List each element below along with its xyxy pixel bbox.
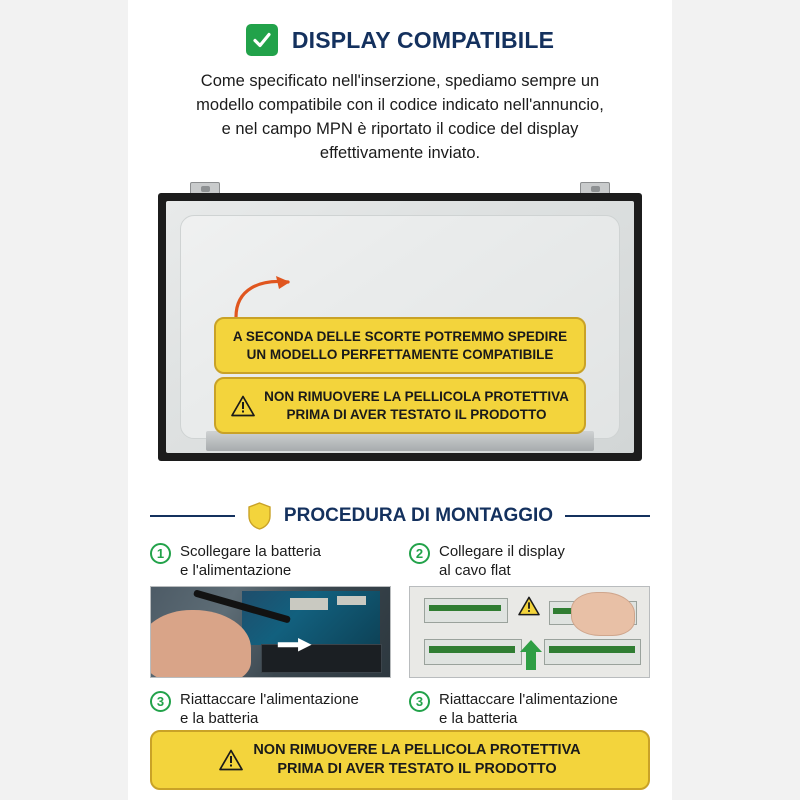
step-3-right bbox=[409, 690, 650, 728]
panel-screen-surface bbox=[166, 201, 634, 453]
warning-triangle-icon-footer bbox=[219, 749, 243, 771]
steps-top bbox=[150, 542, 650, 580]
divider-right bbox=[565, 515, 650, 517]
green-up-arrow-icon bbox=[520, 640, 542, 670]
stock-notice-line-2: UN MODELLO PERFETTAMENTE COMPATIBILE bbox=[246, 346, 554, 362]
photo-disconnect-battery bbox=[150, 586, 391, 678]
footer-warning-line-2: PRIMA DI AVER TESTATO IL PRODOTTO bbox=[277, 761, 557, 778]
step-2 bbox=[409, 542, 650, 580]
procedure-photos bbox=[150, 586, 650, 678]
step-3-left-text bbox=[180, 690, 359, 728]
steps-bottom bbox=[150, 690, 650, 728]
step-2-number: 2 bbox=[409, 543, 430, 564]
display-panel-illustration bbox=[158, 182, 642, 482]
procedure-title: PROCEDURA DI MONTAGGIO bbox=[283, 504, 554, 526]
right-margin-band bbox=[672, 0, 800, 800]
intro-line-4: effettivamente inviato. bbox=[319, 143, 481, 162]
intro-paragraph bbox=[154, 70, 646, 166]
finger bbox=[571, 592, 635, 635]
flat-cable-4 bbox=[549, 646, 635, 652]
warning-triangle-icon bbox=[231, 395, 255, 417]
footer-warning-banner bbox=[150, 730, 650, 790]
film-warning-line-1: NON RIMUOVERE LA PELLICOLA PROTETTIVA bbox=[264, 388, 569, 404]
step-3-left bbox=[150, 690, 391, 728]
step-2-line-1: Collegare il display bbox=[439, 542, 565, 560]
step-3-right-text bbox=[439, 690, 618, 728]
footer-warning-line-1: NON RIMUOVERE LA PELLICOLA PROTETTIVA bbox=[253, 742, 581, 759]
page-title: DISPLAY COMPATIBILE bbox=[291, 26, 555, 53]
intro-line-3: e nel campo MPN è riportato il codice del display bbox=[221, 119, 579, 138]
step-1 bbox=[150, 542, 391, 580]
step-3-right-number: 3 bbox=[409, 691, 430, 712]
white-arrow-icon bbox=[266, 638, 323, 652]
curved-arrow-icon bbox=[230, 273, 300, 321]
warning-triangle-icon-photo bbox=[518, 596, 540, 616]
step-3-left-line-1: Riattaccare l'alimentazione bbox=[180, 691, 359, 709]
step-1-number: 1 bbox=[150, 543, 171, 564]
header bbox=[128, 0, 672, 56]
check-box-icon bbox=[246, 24, 278, 56]
content-column bbox=[128, 0, 672, 800]
step-1-line-2: e l'alimentazione bbox=[180, 561, 292, 579]
step-1-text bbox=[180, 542, 321, 580]
film-warning-line-2: PRIMA DI AVER TESTATO IL PRODOTTO bbox=[286, 406, 547, 422]
chip-1 bbox=[290, 598, 328, 611]
stock-notice-banner bbox=[214, 317, 586, 375]
intro-line-2: modello compatibile con il codice indicato nell'annuncio, bbox=[196, 95, 604, 114]
intro-line-1: Come specificato nell'inserzione, spediamo sempre un bbox=[200, 72, 600, 90]
flat-cable-2 bbox=[429, 646, 515, 652]
flat-cable-1 bbox=[429, 605, 501, 611]
step-2-text bbox=[439, 542, 565, 580]
left-margin-band bbox=[0, 0, 128, 800]
panel-bezel bbox=[158, 193, 642, 461]
step-1-line-1: Scollegare la batteria bbox=[180, 542, 321, 560]
hand bbox=[150, 610, 251, 678]
divider-left bbox=[150, 515, 235, 517]
step-2-line-2: al cavo flat bbox=[439, 561, 511, 579]
stock-notice-line-1: A SECONDA DELLE SCORTE POTREMMO SPEDIRE bbox=[232, 328, 568, 344]
photo-connect-flat-cable bbox=[409, 586, 650, 678]
shield-icon bbox=[247, 502, 272, 530]
procedure-header bbox=[150, 502, 650, 530]
step-3-left-line-2: e la batteria bbox=[180, 710, 259, 728]
film-warning-banner bbox=[214, 377, 586, 435]
step-3-right-line-1: Riattaccare l'alimentazione bbox=[439, 691, 618, 709]
chip-2 bbox=[337, 596, 366, 605]
step-3-right-line-2: e la batteria bbox=[439, 710, 518, 728]
step-3-left-number: 3 bbox=[150, 691, 171, 712]
